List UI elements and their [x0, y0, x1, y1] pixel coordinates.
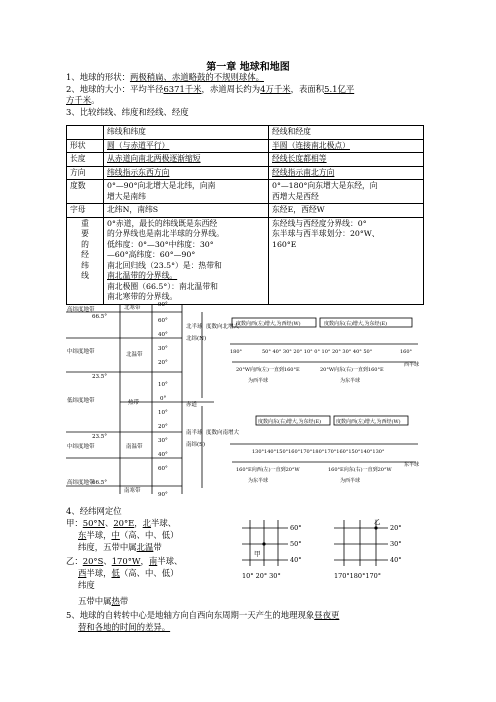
lon-west-half: 为西半球	[248, 378, 269, 384]
q1-line	[66, 72, 264, 83]
q4-title: 4、经纬网定位	[66, 506, 122, 516]
lat-line: —60°高纬度：60°—90°	[107, 250, 196, 259]
south-direction: 度数向南增大	[206, 430, 240, 436]
q4-yi-belt: 热	[111, 596, 120, 606]
q4-zone-opts: （高、中、低）	[119, 568, 179, 578]
cell-lat-important	[104, 217, 269, 304]
q1-prefix: 1、地球的形状：	[66, 72, 130, 82]
cell-lon	[269, 153, 424, 167]
q4-yi-prefix: 乙：	[66, 556, 83, 566]
cell-lon-important	[269, 217, 424, 304]
comparison-table	[66, 125, 424, 305]
grid-lat-label: 30°	[390, 540, 402, 548]
q4-sep: ，	[140, 556, 149, 566]
lon-west-half: 为西半球	[340, 478, 361, 484]
lat-mark: 30°	[158, 438, 168, 444]
label-char: 重	[81, 218, 89, 228]
cell-lon	[269, 166, 424, 180]
q2-mid2: ，表面积	[290, 84, 325, 94]
q5-line2	[78, 622, 170, 633]
row-label: 形状	[67, 139, 104, 153]
q4-belt-pre: 五带中属	[78, 596, 112, 606]
q4-hemi: 半球，	[86, 530, 112, 540]
q2-line2	[66, 95, 100, 106]
lat-line: 南北温带的分界线。	[107, 271, 178, 280]
q4-jia-lat: 50°N	[82, 518, 105, 528]
q2-end: 。	[91, 95, 100, 105]
row-label-important	[67, 217, 104, 304]
lon-east-half: 为东半球	[248, 478, 269, 484]
zone-left-label: 中纬度地带	[67, 349, 95, 355]
zone-left-label: 低纬度地带	[67, 398, 95, 404]
grid-lat-label: 20°	[390, 524, 402, 532]
q4-lat-zone: 纬度，五带中属	[78, 542, 137, 552]
q4-hemi: 半球、	[157, 556, 183, 566]
longitude-diagram	[228, 304, 422, 498]
cell-lat	[104, 180, 269, 204]
north-hemi: 北半球	[186, 324, 203, 330]
cell-lat-line2: 增大是南纬	[107, 191, 146, 201]
grid-lat-label: 60°	[290, 524, 302, 532]
cell-lon-text: 经线指示南北方向	[272, 167, 335, 177]
q2-line	[66, 84, 354, 95]
cell-lat: 北纬N，南纬S	[104, 204, 269, 218]
zone-left-label: 中纬度地带	[67, 444, 95, 450]
header-longitude: 经线和经度	[269, 126, 424, 140]
lon-right-range: 160°E向东(右)一直到20°W	[328, 467, 392, 473]
zone-name: 南寒带	[124, 488, 141, 494]
north-direction: 度数向北增大	[206, 324, 240, 330]
zone-left-label: 高纬度地带	[67, 480, 95, 486]
lat-mark: 0°	[160, 396, 167, 402]
grid-lon-label: 170°180°170°	[334, 572, 381, 580]
lat-mark: 10°	[158, 410, 168, 416]
lat-mark: 20°	[158, 360, 168, 366]
q4-jia-belt: 北温	[136, 542, 154, 552]
label-char: 纬	[81, 260, 89, 270]
q4-yi-lat: 20°S	[82, 556, 104, 566]
lon-left-range: 160°E向西(左)一直到20°W	[236, 467, 300, 473]
lon-line: 东半球与西半球划分：20°W、	[272, 229, 380, 238]
cell-lat	[104, 166, 269, 180]
cell-lon	[269, 139, 424, 153]
q4-jia-zone: 中	[111, 530, 120, 540]
q4-jia-ns: 北	[142, 518, 152, 528]
cell-lon-text: 半圆（连接南北极点）	[272, 140, 350, 150]
q4-jia-ew: 东	[78, 530, 87, 540]
lat-mark: 20°	[158, 424, 168, 430]
lat-mark: 30°	[158, 346, 168, 352]
south-hemi: 南半球	[186, 430, 203, 436]
row-label: 度数	[67, 180, 104, 204]
q3-title: 3、比较纬线、纬度和经线、经度	[66, 107, 189, 117]
q4-belt-end: 带	[153, 542, 162, 552]
q4-yi-lon: 170°W	[111, 556, 141, 566]
label-char: 要	[81, 229, 89, 238]
grid-lat-label: 40°	[290, 556, 302, 564]
q4-jia-line3	[78, 542, 162, 553]
q4-yi-line1	[66, 556, 182, 567]
lat-line: 南北极圈（66.5°）：南北温带和	[107, 281, 218, 291]
cell-lon	[269, 180, 424, 204]
label-char: 经	[81, 250, 89, 259]
q2-area: 5.1亿平	[324, 84, 355, 94]
cell-lat-line1: 0°—90°向北增大是北纬，向南	[107, 181, 216, 190]
row-label: 方向	[67, 166, 104, 180]
lat-line: 低纬度：0°—30°中纬度：30°	[107, 239, 214, 249]
zone-name: 热带	[128, 400, 140, 406]
table-corner	[67, 126, 104, 140]
cell-lat-text: 从赤道向南北两极逐渐缩短	[107, 154, 201, 163]
lat-line: 的分界线也是南北半球的分界线。	[107, 229, 224, 238]
table-header-row	[67, 126, 424, 140]
zone-name: 北温带	[126, 352, 143, 358]
zone-name: 南温带	[126, 444, 143, 450]
cell-lat-text: 纬线指示东西方向	[107, 167, 170, 177]
grid-lat-label: 50°	[290, 540, 302, 548]
lon-tick: 50° 40° 30° 20° 10° 0° 10° 20° 30° 40° 50°	[262, 349, 373, 355]
south-label: 南纬(S)	[186, 442, 206, 448]
lon-line: 160°E	[272, 239, 297, 249]
q4-yi-line3: 纬度	[78, 580, 95, 590]
lat-mark: 40°	[158, 452, 168, 458]
q4-sep: 、	[104, 518, 114, 528]
q5-answer2: 替和各地的时间的差异。	[78, 622, 171, 632]
lon-ticks: 130°140°150°160°170°180°170°160°150°140°130°	[252, 449, 385, 455]
q4-jia-prefix: 甲：	[66, 518, 83, 528]
q4-yi-ns: 南	[148, 556, 158, 566]
q2-mid1: ，赤道周长约为	[201, 84, 261, 94]
table-row	[67, 166, 424, 180]
lat-mark: 10°	[158, 382, 168, 388]
cell-lat	[104, 153, 269, 167]
q4-jia-line2	[78, 530, 179, 541]
lat-mark: 66.5°	[92, 314, 107, 320]
label-char: 的	[81, 239, 89, 249]
cell-lon: 东经E，西经W	[269, 204, 424, 218]
grid-point-label: 乙	[374, 518, 381, 526]
table-row-important	[67, 217, 424, 304]
lon-arrow-west: 度数向西(左)增大,为西经(W)	[236, 321, 301, 327]
lon-side-label: 西半球	[404, 362, 420, 368]
north-label: 北纬(N)	[186, 336, 207, 342]
lon-arrow-east: 度数向东(右)增大,为东经(E)	[324, 321, 388, 327]
lon-arrow-west: 度数向西(左)增大,为西经(W)	[336, 419, 401, 425]
q2-circumference: 4万千米	[260, 84, 291, 94]
cell-lat-text: 圆（与赤道平行）	[107, 140, 170, 150]
q4-yi-zone: 低	[111, 568, 120, 578]
lat-mark: 40°	[158, 332, 168, 338]
q4-hemi: 半球、	[151, 518, 177, 528]
lat-mark: 90°	[158, 302, 168, 308]
lat-mark: 60°	[158, 318, 168, 324]
q2-prefix: 2、地球的大小：平均半径	[66, 84, 164, 94]
lon-side-label: 东半球	[404, 462, 420, 468]
q4-yi-line4	[78, 596, 128, 607]
zone-name: 北寒带	[124, 305, 141, 311]
point-jia	[262, 542, 265, 545]
lon-west-range: 20°W向西(左)一直到160°E	[236, 367, 300, 373]
q1-answer: 两极稍扁、赤道略鼓的不规则球体。	[129, 72, 264, 82]
q4-yi-line2	[78, 568, 179, 579]
cell-lat	[104, 139, 269, 153]
q4-belt-end: 带	[119, 596, 129, 606]
grid-point-label: 甲	[254, 550, 261, 558]
row-label: 长度	[67, 153, 104, 167]
q4-sep: 、	[103, 556, 112, 566]
chapter-title: 第一章 地球和地图	[206, 62, 290, 73]
row-label: 字母	[67, 204, 104, 218]
point-yi	[374, 526, 377, 529]
grid-jia	[238, 518, 314, 582]
equator-label: 赤道	[186, 402, 198, 408]
lat-line: 南北寒带的分界线。	[107, 292, 178, 301]
lon-tick: 160°	[400, 349, 413, 355]
grid-yi	[330, 518, 420, 582]
lat-mark: 90°	[158, 492, 168, 498]
q2-area-unit: 方千米	[66, 95, 92, 105]
lon-tick: 180°	[230, 349, 243, 355]
header-latitude: 纬线和纬度	[104, 126, 269, 140]
lon-arrow-east: 度数向东(右)增大,为东经(E)	[258, 419, 322, 425]
lat-mark: 66.5°	[92, 480, 107, 486]
q2-radius: 6371千米	[163, 84, 202, 94]
q4-sep: ，	[134, 518, 143, 528]
lat-mark: 23.5°	[92, 434, 107, 440]
q5-answer: 昼夜更	[314, 610, 340, 620]
cell-lon-line2: 西增大是西经	[272, 191, 319, 201]
label-char: 线	[81, 271, 89, 280]
lat-mark: 23.5°	[92, 374, 107, 380]
zone-left-label: 高纬度地带	[67, 307, 95, 313]
lon-east-half: 为东半球	[340, 378, 361, 384]
lon-east-range: 20°W向东(右)一直到160°E	[320, 367, 384, 373]
table-row	[67, 204, 424, 218]
table-row	[67, 153, 424, 167]
q5-text: 5、地球的自转转中心是地轴方向自西向东周期一天产生的地理现象	[66, 610, 315, 620]
q4-jia-line1	[66, 518, 176, 529]
q4-jia-lon: 20°E	[113, 518, 135, 528]
q4-hemi: 半球，	[86, 568, 112, 578]
lat-line: 南北回归线（23.5°）是：热带和	[107, 260, 222, 270]
lon-line: 东经线与西经度分界线：0°	[272, 218, 367, 228]
grid-lat-label: 40°	[390, 556, 402, 564]
cell-lon-text: 经线长度都相等	[272, 154, 327, 163]
lat-mark: 60°	[158, 466, 168, 472]
q5-line1	[66, 610, 339, 621]
q4-zone-opts: （高、中、低）	[119, 530, 179, 540]
table-row	[67, 180, 424, 204]
q4-yi-ew: 西	[78, 568, 87, 578]
lat-line: 0°赤道，最长的纬线既是东西经	[107, 218, 218, 228]
table-row	[67, 139, 424, 153]
cell-lon-line1: 0°—180°向东增大是东经，向	[272, 181, 378, 190]
grid-lon-label: 10° 20° 30°	[242, 572, 281, 580]
